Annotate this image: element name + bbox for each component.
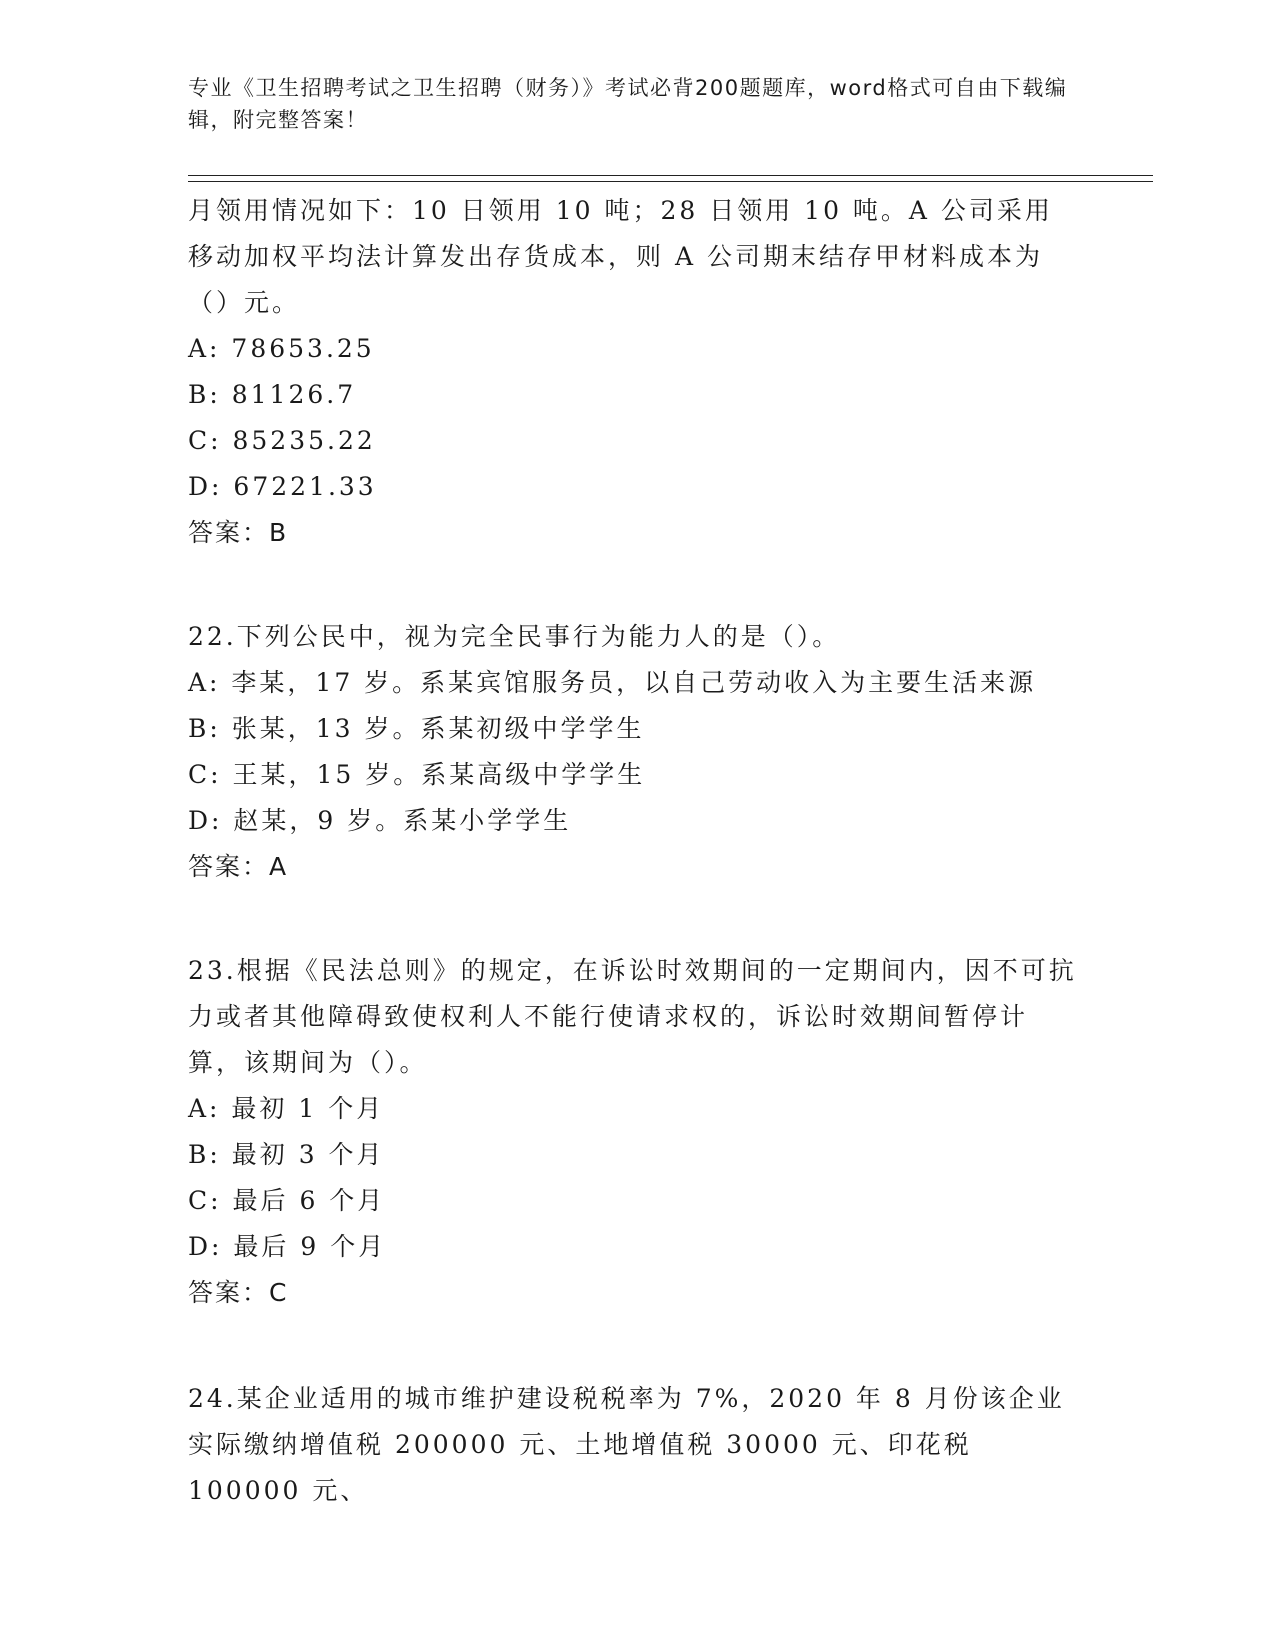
header-title: 专业《卫生招聘考试之卫生招聘（财务）》考试必背200题题库，word格式可自由下载编辑，附完整答案！ bbox=[188, 76, 1068, 132]
question-stem: 23.根据《民法总则》的规定，在诉讼时效期间的一定期间内，因不可抗力或者其他障碍致使权利人不能行使请求权的，诉讼时效期间暂停计算，该期间为（）。 bbox=[188, 956, 1077, 1077]
option-d: D: 最后 9 个月 bbox=[188, 1232, 387, 1261]
option-b: B: 81126.7 bbox=[188, 380, 357, 409]
option-d: D: 67221.33 bbox=[188, 472, 377, 501]
option-a: A: 李某，17 岁。系某宾馆服务员，以自己劳动收入为主要生活来源 bbox=[188, 668, 1037, 697]
question-23 bbox=[188, 948, 1078, 1316]
spacer bbox=[188, 890, 1078, 948]
question-stem: 24.某企业适用的城市维护建设税税率为 7%，2020 年 8 月份该企业实际缴纳增值税 200000 元、土地增值税 30000 元、印花税 100000 元、 bbox=[188, 1384, 1065, 1505]
document-body bbox=[188, 188, 1078, 1514]
spacer bbox=[188, 556, 1078, 614]
question-21-continued bbox=[188, 188, 1078, 556]
option-c: C: 最后 6 个月 bbox=[188, 1186, 386, 1215]
header-rule-bottom bbox=[188, 181, 1153, 182]
answer-label: 答案：C bbox=[188, 1278, 289, 1307]
question-22 bbox=[188, 614, 1078, 890]
option-b: B: 张某，13 岁。系某初级中学学生 bbox=[188, 714, 645, 743]
option-a: A: 最初 1 个月 bbox=[188, 1094, 385, 1123]
option-c: C: 85235.22 bbox=[188, 426, 376, 455]
answer-label: 答案：A bbox=[188, 852, 289, 881]
option-a: A: 78653.25 bbox=[188, 334, 375, 363]
spacer bbox=[188, 1316, 1078, 1376]
option-b: B: 最初 3 个月 bbox=[188, 1140, 385, 1169]
question-stem: 22.下列公民中，视为完全民事行为能力人的是（）。 bbox=[188, 622, 841, 651]
option-c: C: 王某，15 岁。系某高级中学学生 bbox=[188, 760, 646, 789]
document-header bbox=[188, 72, 1068, 136]
header-rule-top bbox=[188, 175, 1153, 176]
question-24 bbox=[188, 1376, 1078, 1514]
question-stem: 月领用情况如下：10 日领用 10 吨；28 日领用 10 吨。A 公司采用移动加权平均法计算发出存货成本，则 A 公司期末结存甲材料成本为（）元。 bbox=[188, 196, 1053, 317]
answer-label: 答案：B bbox=[188, 518, 289, 547]
option-d: D: 赵某，9 岁。系某小学学生 bbox=[188, 806, 572, 835]
